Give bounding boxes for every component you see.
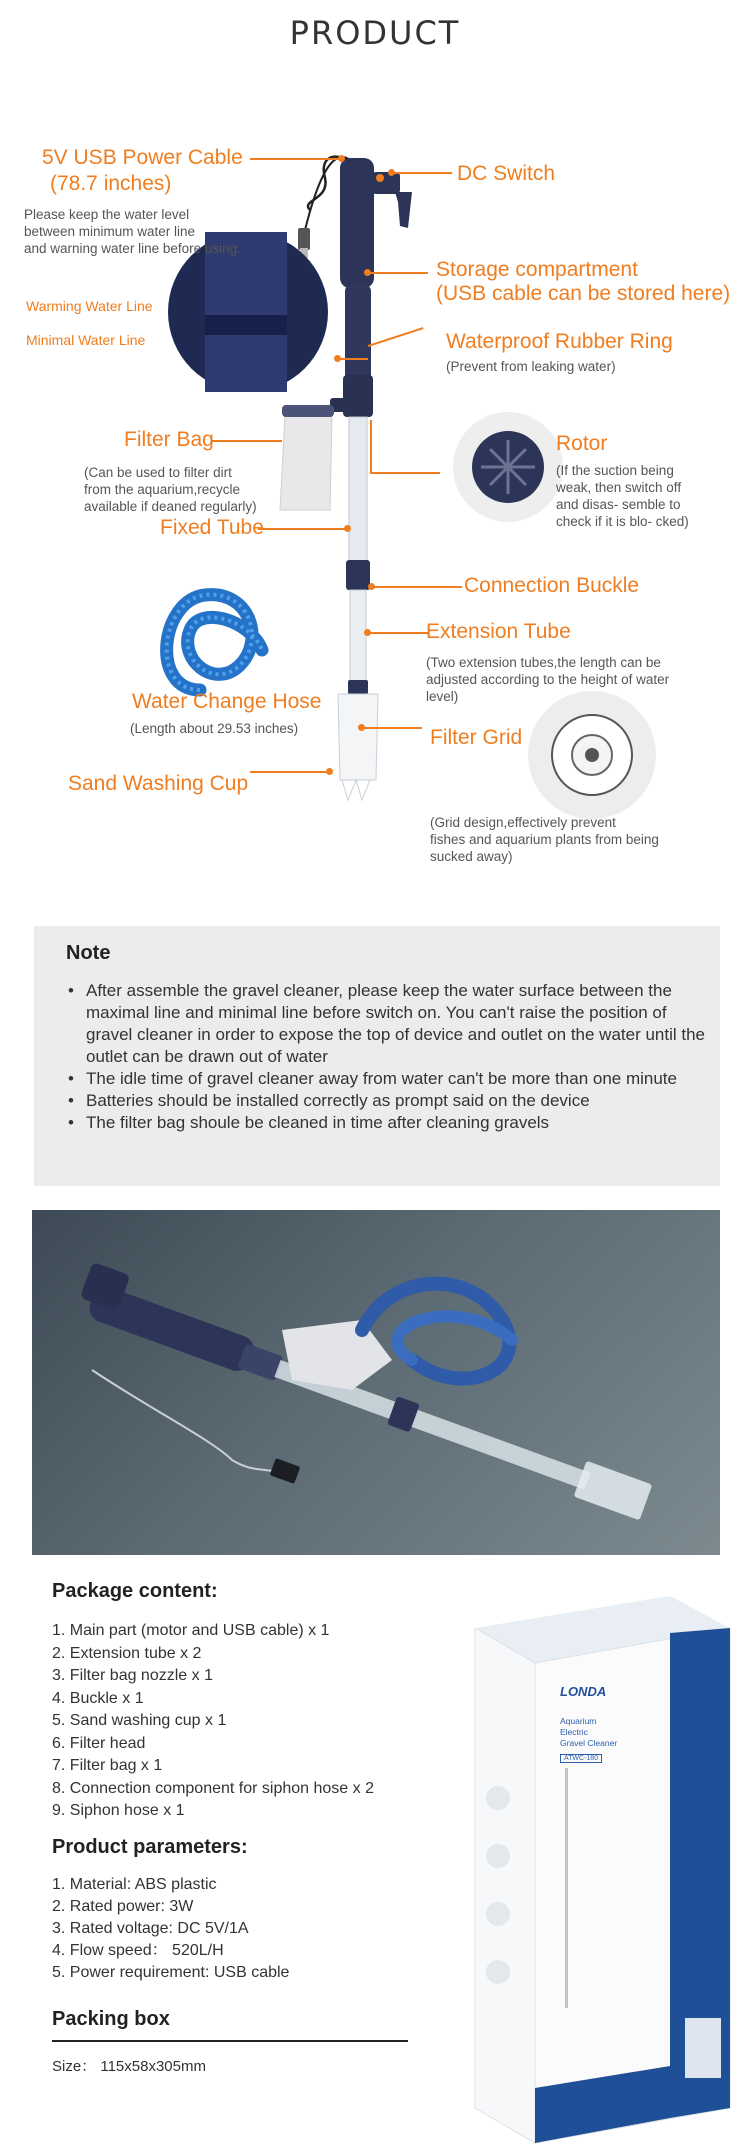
water-hose-note: (Length about 29.53 inches) [130,721,299,736]
leader-line [258,528,348,530]
package-list [52,1620,374,1823]
packing-heading: Packing box [52,2008,170,2030]
packing-box-image [460,1588,740,2148]
filter-grid-note: (Grid design,effectively prevent fishes and aquarium plants from being sucked away) [430,815,659,864]
list-item: 8. Connection component for siphon hose x 2 [52,1779,374,1797]
note-box [34,926,720,1186]
leader-line [338,358,368,360]
label-usb-length: (78.7 inches) [50,172,172,195]
label-rubber-ring: Waterproof Rubber Ring [446,330,673,353]
leader-dot [364,629,371,636]
rubber-note: (Prevent from leaking water) [446,359,616,374]
note-item: • After assemble the gravel cleaner, please keep the water surface between the maximal line and minimal line before switch on. You canʹt raise the position of gravel cleaner in order to expose the top of device and outlet on the water until the outlet can be drawn out of water [68,980,708,1068]
leader-line [368,272,428,274]
label-dc-switch: DC Switch [457,162,556,185]
leader-dot [388,169,395,176]
label-extension-tube: Extension Tube [426,620,571,643]
usb-note: Please keep the water level between minimum water line and warning water line before using. [24,207,241,256]
extension-note: (Two extension tubes,the length can be adjusted according to the height of water level) [426,655,670,704]
label-storage-note: (USB cable can be stored here) [436,282,731,305]
note-title: Note [66,942,111,964]
list-item: 6. Filter head [52,1734,146,1752]
note-item: • The filter bag shoule be cleaned in time after cleaning gravels [68,1112,708,1134]
leader-dot [326,768,333,775]
label-warning-line: Warming Water Line [26,298,153,314]
list-item: 3. Filter bag nozzle x 1 [52,1667,213,1684]
product-photo [32,1210,720,1555]
label-water-hose: Water Change Hose [132,690,322,713]
leader-line [370,420,372,472]
leader-line [392,172,452,174]
label-sand-cup: Sand Washing Cup [68,772,249,795]
parameters-list [52,1874,289,1984]
filter-bag-note: (Can be used to filter dirt from the aquarium,recycle available if deaned regularly) [84,465,257,514]
product-photo-illustration [32,1210,720,1555]
label-connection-buckle: Connection Buckle [464,574,640,597]
label-filter-bag: Filter Bag [124,428,214,451]
page-title: PRODUCT [289,14,461,52]
leader-dot [334,355,341,362]
list-item: 5. Power requirement: USB cable [52,1964,290,1981]
list-item: 1. Main part (motor and USB cable) x 1 [52,1622,330,1639]
label-fixed-tube: Fixed Tube [160,516,264,539]
leader-line [372,586,462,588]
box-model: ATWC-180 [560,1754,602,1763]
leader-line [212,440,282,442]
list-item: 2. Rated power: 3W [52,1898,194,1915]
label-rotor: Rotor [556,432,608,455]
list-item: 3. Rated voltage: DC 5V/1A [52,1920,249,1937]
leader-line [368,632,428,634]
label-storage: Storage compartment [436,258,638,281]
leader-line [362,727,422,729]
divider [52,2040,408,2042]
note-item: • The idle time of gravel cleaner away from water canʹt be more than one minute [68,1068,708,1090]
leader-dot [344,525,351,532]
leader-dot [338,155,345,162]
parameters-heading: Product parameters: [52,1836,248,1858]
leader-dot [368,583,375,590]
box-brand: LONDA [560,1684,607,1699]
label-filter-grid: Filter Grid [430,726,523,749]
list-item: 2. Extension tube x 2 [52,1644,202,1662]
box-product-name: Aquarium Electric Gravel Cleaner [560,1716,618,1748]
leader-dot [364,269,371,276]
list-item: 4. Flow speed： 520L/H [52,1942,224,1959]
list-item: 5. Sand washing cup x 1 [52,1712,227,1729]
list-item: 1. Material: ABS plastic [52,1876,217,1893]
leader-line [250,158,342,160]
rotor-note: (If the suction being weak, then switch off and disas- semble to check if it is blo- cked) [556,463,689,529]
leader-dot [358,724,365,731]
list-item: 4. Buckle x 1 [52,1689,144,1707]
leader-line [250,771,330,773]
list-item: 7. Filter bag x 1 [52,1757,163,1774]
leader-line [370,472,440,474]
list-item: 9. Siphon hose x 1 [52,1802,185,1819]
label-usb-cable: 5V USB Power Cable [42,146,243,169]
label-minimal-line: Minimal Water Line [26,332,146,348]
note-list [68,980,708,1134]
package-heading: Package content: [52,1580,218,1602]
packing-size: Size： 115x58x305mm [52,2058,206,2075]
note-item: • Batteries should be installed correctly as prompt said on the device [68,1090,708,1112]
